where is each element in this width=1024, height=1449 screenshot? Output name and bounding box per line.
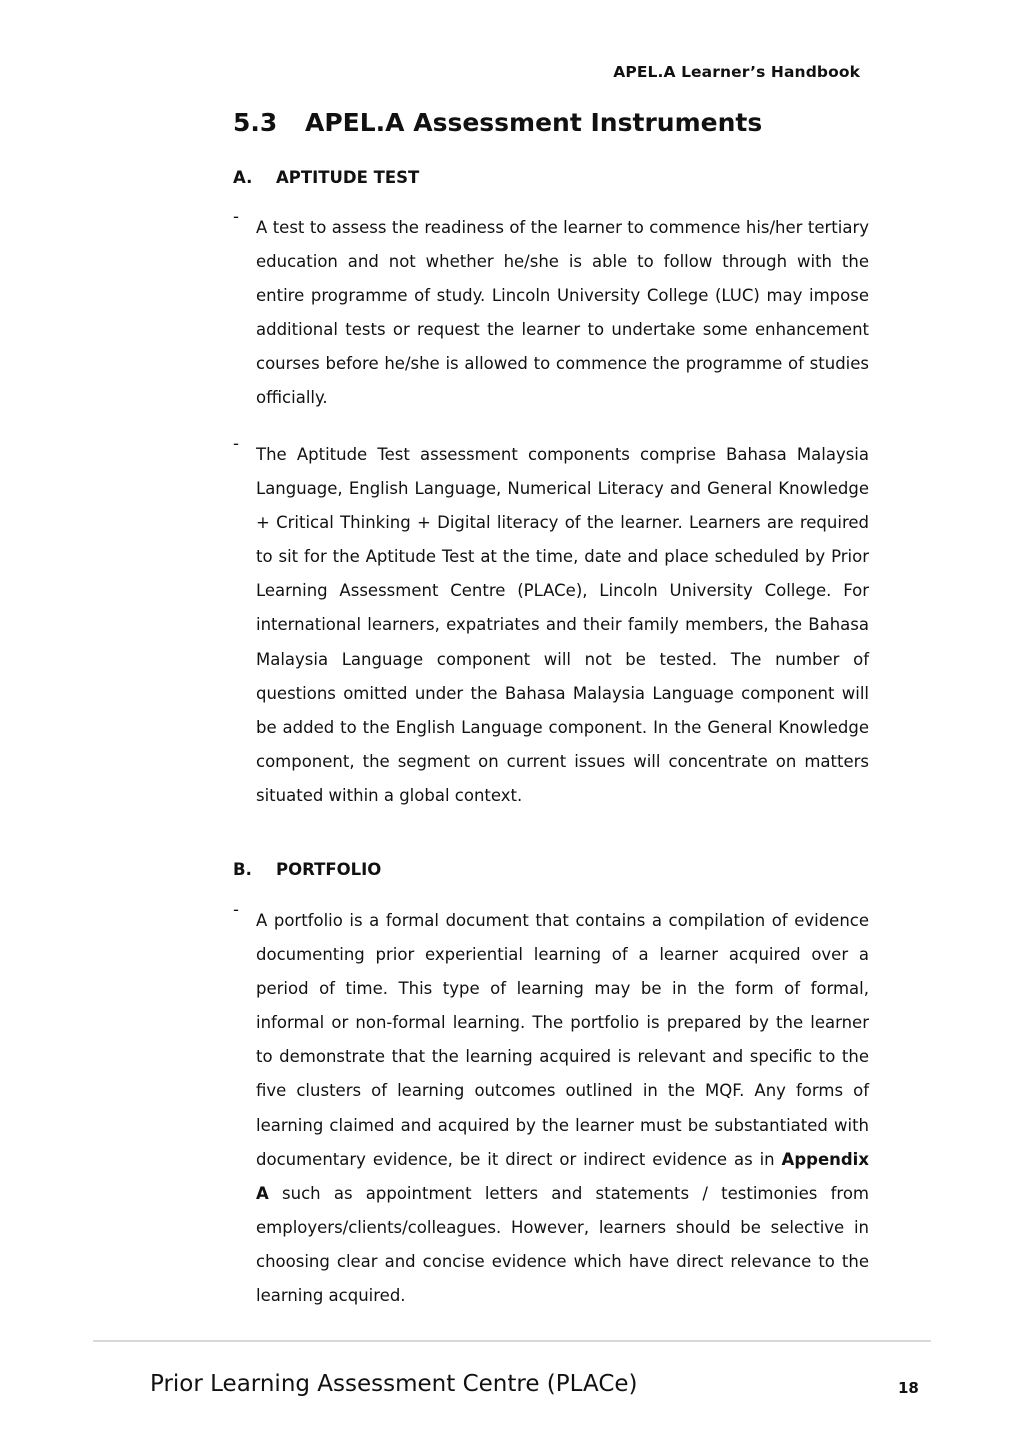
- subsection-letter: B.: [233, 860, 252, 879]
- subsection-heading-aptitude: [233, 168, 419, 187]
- bullet-dash: -: [233, 900, 239, 919]
- bullet-dash: -: [233, 434, 239, 453]
- portfolio-text-part-2: such as appointment letters and statements / testimonies from employers/clients/colleagues. However, learners should be selective in choosing clear and concise evidence which have direct relevance to the learning acquired.: [256, 1183, 869, 1306]
- bullet-dash: -: [233, 207, 239, 226]
- footer-centre-name: Prior Learning Assessment Centre (PLACe): [150, 1371, 638, 1397]
- portfolio-text-part-1: A portfolio is a formal document that contains a compilation of evidence documenting prior experiential learning of a learner acquired over a period of time. This type of learning may be in the form of formal, informal or non-formal learning. The portfolio is prepared by the learner to demonstrate that the learning acquired is relevant and specific to the five clusters of learning outcomes outlined in the MQF. Any forms of learning claimed and acquired by the learner must be substantiated with documentary evidence, be it direct or indirect evidence as in: [256, 911, 869, 1169]
- section-heading: [233, 108, 762, 137]
- bullet-item-portfolio-definition: [233, 900, 869, 1313]
- bullet-item-aptitude-components: [233, 434, 869, 813]
- bullet-text: The Aptitude Test assessment components comprise Bahasa Malaysia Language, English Language, Numerical Literacy and General Knowledge + Critical Thinking + Digital literacy of the learner. Learners are required to sit for the Aptitude Test at the time, date and place scheduled by Prior Learning Assessment Centre (PLACe), Lincoln University College. For international learners, expatriates and their family members, the Bahasa Malaysia Language component will not be tested. The number of questions omitted under the Bahasa Malaysia Language component will be added to the English Language component. In the General Knowledge component, the segment on current issues will concentrate on matters situated within a global context.: [256, 445, 869, 805]
- section-title: APEL.A Assessment Instruments: [305, 108, 763, 137]
- bullet-text: [256, 904, 869, 1313]
- bullet-item-aptitude-purpose: [233, 207, 869, 416]
- page-number: 18: [898, 1379, 919, 1397]
- footer-divider: [93, 1340, 931, 1342]
- subsection-title: APTITUDE TEST: [276, 168, 420, 187]
- subsection-letter: A.: [233, 168, 253, 187]
- running-header-title: APEL.A Learner’s Handbook: [613, 63, 860, 81]
- subsection-title: PORTFOLIO: [276, 860, 382, 879]
- appendix-a-reference: Appendix A: [256, 1149, 869, 1203]
- bullet-text: A test to assess the readiness of the learner to commence his/her tertiary education and not whether he/she is able to follow through with the entire programme of study. Lincoln University College (LUC) may impose additional tests or request the learner to undertake some enhancement courses before he/she is allowed to commence the programme of studies officially.: [256, 218, 869, 408]
- subsection-heading-portfolio: [233, 860, 381, 879]
- section-number: 5.3: [233, 108, 278, 137]
